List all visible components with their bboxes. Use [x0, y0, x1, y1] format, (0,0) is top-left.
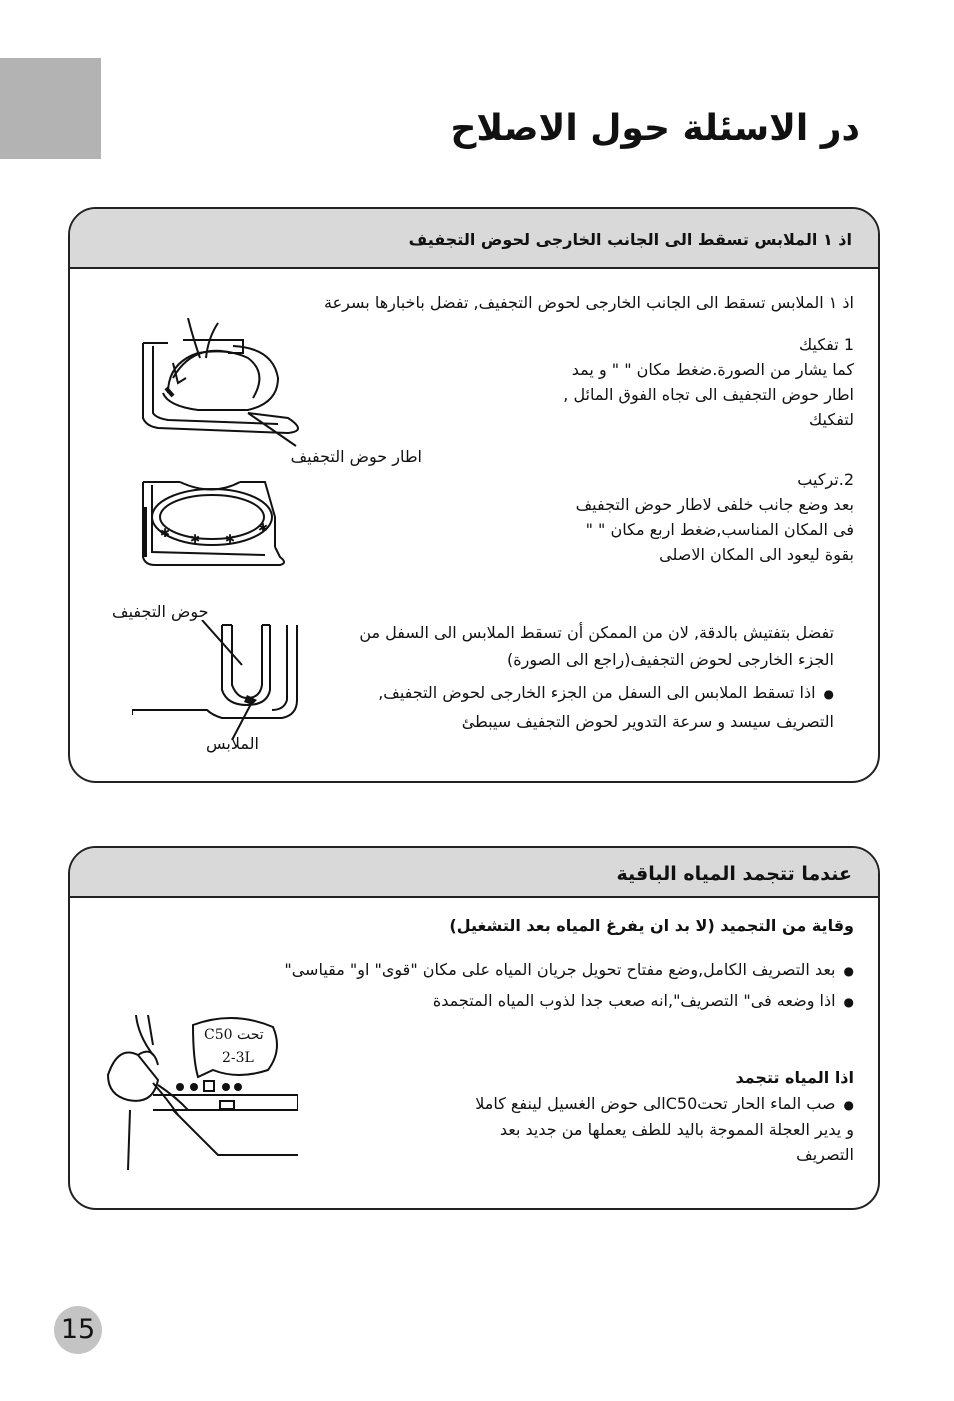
section-frozen-water-header: عندما تتجمد المياه الباقية	[70, 848, 878, 898]
warning-bullet: ● اذا تسقط الملابس الى السفل من الجزء الخارجى لحوض التجفيف,	[378, 679, 834, 708]
prevention-bullet: ● بعد التصريف الكامل,وضع مفتاح تحويل جريان المياه على مكان "قوى" او" مقياسى"	[284, 956, 854, 985]
svg-text:✱: ✱	[225, 532, 236, 546]
svg-text:✱: ✱	[160, 526, 171, 540]
step2-line: فى المكان المناسب,ضغط اربع مكان " "	[585, 520, 854, 539]
svg-text:✱: ✱	[258, 521, 269, 535]
step2-line: بعد وضع جانب خلفى لاطار حوض التجفيف	[575, 495, 854, 514]
step1-line: لتفكيك	[809, 410, 854, 429]
label-tub-frame: اطار حوض التجفيف	[290, 447, 422, 466]
section-clothes-fall-header: اذ ١ الملابس تسقط الى الجانب الخارجى لحوض التجفيف	[70, 209, 878, 269]
tub-frame-removal-illustration	[138, 318, 328, 448]
step2-title: 2.تركيب	[797, 470, 854, 489]
temperature-bubble-line1: تحت C50	[204, 1027, 264, 1043]
tub-frame-installation-illustration	[140, 477, 290, 572]
frozen-water-subtitle: اذا المياه تتجمد	[735, 1068, 854, 1087]
thaw-bullet-line: و يدير العجلة المموجة باليد للطف يعملها من جديد بعد	[499, 1120, 854, 1139]
note-line: تفضل بتفتيش بالدقة, لان من الممكن أن تسقط الملابس الى السفل من	[359, 623, 834, 642]
pour-warm-water-illustration	[98, 1015, 298, 1175]
freeze-prevention-subtitle: وقاية من التجميد (لا بد ان يفرغ المياه بعد التشغيل)	[449, 916, 854, 935]
page-number: 15	[54, 1306, 102, 1354]
warning-bullet-line: التصريف سيسد و سرعة التدوير لحوض التجفيف سيبطئ	[461, 712, 834, 731]
tub-cross-section-illustration	[132, 620, 302, 750]
step1-title: 1 تفكيك	[799, 335, 854, 354]
section-tab-marker	[0, 58, 101, 159]
label-clothes: الملابس	[206, 734, 259, 753]
step1-line: اطار حوض التجفيف الى تجاه الفوق المائل ,	[563, 385, 854, 404]
page-title: در الاسئلة حول الاصلاح	[450, 108, 860, 149]
thaw-bullet: ● صب الماء الحار تحتC50الى حوض الغسيل لينفع كاملا	[475, 1090, 854, 1119]
note-line: الجزء الخارجى لحوض التجفيف(راجع الى الصورة)	[507, 650, 834, 669]
step2-line: بقوة ليعود الى المكان الاصلى	[659, 545, 854, 564]
temperature-bubble-line2: 2-3L	[222, 1050, 254, 1066]
label-drying-tub: حوض التجفيف	[112, 602, 209, 621]
thaw-bullet-line: التصريف	[796, 1145, 854, 1164]
section1-intro: اذ ١ الملابس تسقط الى الجانب الخارجى لحوض التجفيف, تفضل باخبارها بسرعة	[324, 293, 854, 312]
prevention-bullet: ● اذا وضعه فى" التصريف",انه صعب جدا لذوب المياه المتجمدة	[433, 987, 854, 1016]
svg-text:✱: ✱	[190, 532, 201, 546]
step1-line: كما يشار من الصورة.ضغط مكان " " و يمد	[571, 360, 854, 379]
